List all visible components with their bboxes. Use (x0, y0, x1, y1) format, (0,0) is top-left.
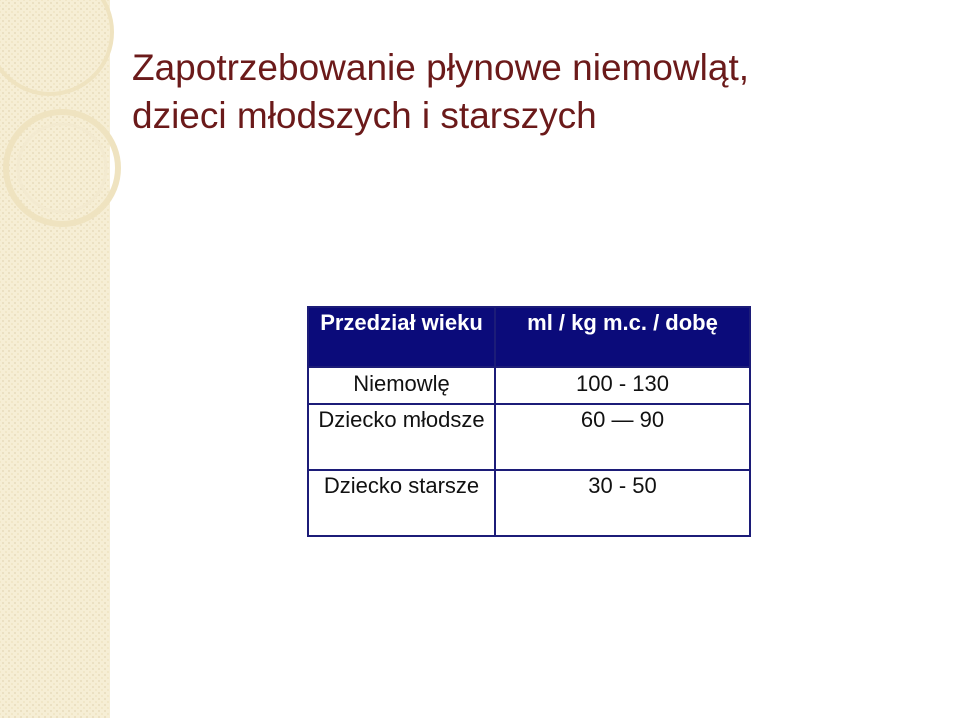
table-row (308, 470, 750, 536)
slide-title (132, 44, 932, 140)
table-row (308, 367, 750, 404)
decorative-ring-inner (18, 124, 106, 212)
cell-age: Dziecko starsze (308, 470, 495, 536)
cell-value: 100 - 130 (495, 367, 750, 404)
decorative-circles (0, 0, 140, 260)
slide-title-line2: dzieci młodszych i starszych (132, 95, 597, 136)
header-age-range: Przedział wieku (308, 307, 495, 367)
decorative-ring-top (0, 0, 112, 94)
cell-age: Dziecko młodsze (308, 404, 495, 470)
cell-value: 30 - 50 (495, 470, 750, 536)
fluid-requirements-table (307, 306, 751, 537)
slide-title-line1: Zapotrzebowanie płynowe niemowląt, (132, 47, 750, 88)
table-row (308, 404, 750, 470)
cell-value: 60 — 90 (495, 404, 750, 470)
cell-age: Niemowlę (308, 367, 495, 404)
table-header-row (308, 307, 750, 367)
header-ml-per-kg: ml / kg m.c. / dobę (495, 307, 750, 367)
decorative-ring (6, 112, 118, 224)
